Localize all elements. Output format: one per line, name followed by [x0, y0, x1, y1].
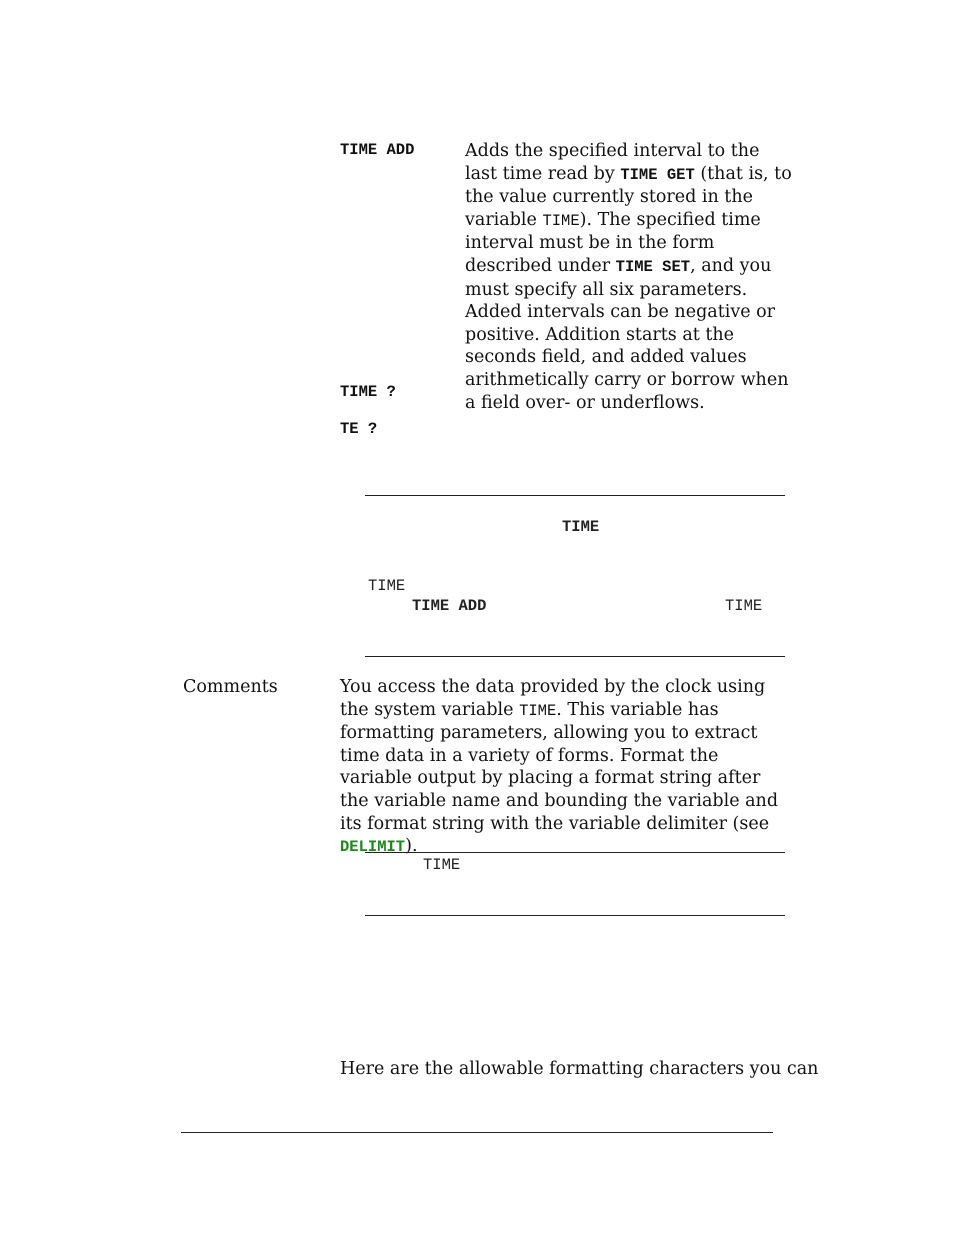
comments-text-3: ). — [405, 836, 418, 857]
command-te-query-keyword: TE ? — [340, 420, 378, 438]
note-box-1-heading-code: TIME — [562, 518, 600, 536]
note-box-1-time-add-code: TIME ADD — [412, 597, 487, 615]
command-time-add-keyword: TIME ADD — [340, 141, 415, 159]
note-box-2-top-rule — [365, 852, 785, 853]
page-footer-rule — [181, 1132, 773, 1133]
time-add-desc-text-1: Adds the specified interval to the last time read by — [465, 141, 760, 184]
time-add-desc-text-2: (that is, to the value currently stored in the variable — [465, 163, 792, 230]
time-set-code: TIME SET — [615, 257, 691, 276]
time-add-desc-text-3: ). The specified time interval must be in the form described under — [465, 209, 761, 276]
time-get-code: TIME GET — [620, 165, 695, 184]
formatting-lead-text: Here are the allowable formatting characters you can — [340, 1059, 819, 1079]
time-variable-code: TIME — [542, 211, 580, 230]
note-box-2-time-code: TIME — [423, 856, 461, 874]
note-box-2-bottom-rule — [365, 915, 785, 916]
delimit-link[interactable]: DELIMIT — [340, 838, 406, 857]
command-time-query-keyword: TIME ? — [340, 383, 396, 401]
comments-text-1: You access the data provided by the clock using the system variable — [340, 677, 766, 720]
note-box-1-top-rule — [365, 495, 785, 496]
comments-time-code: TIME — [519, 701, 557, 720]
comments-text-2: . This variable has formatting parameters, allowing you to extract time data in a variety of forms. Format the variable output by placing a format string after the variable name and bounding the variable and its format string with the variable delimiter (see — [340, 699, 779, 834]
comments-label: Comments — [183, 677, 278, 697]
note-box-1-bottom-rule — [365, 656, 785, 657]
note-box-1-time-code: TIME — [368, 577, 406, 595]
note-box-1-time-code-right: TIME — [725, 597, 763, 615]
command-time-add-description — [465, 140, 795, 414]
comments-paragraph — [340, 676, 790, 859]
time-add-desc-text-4: , and you must specify all six parameters. Added intervals can be negative or positive. Addition starts at the seconds field, and added values arithmetically carry or borrow when a field over- or underflows. — [465, 255, 789, 413]
